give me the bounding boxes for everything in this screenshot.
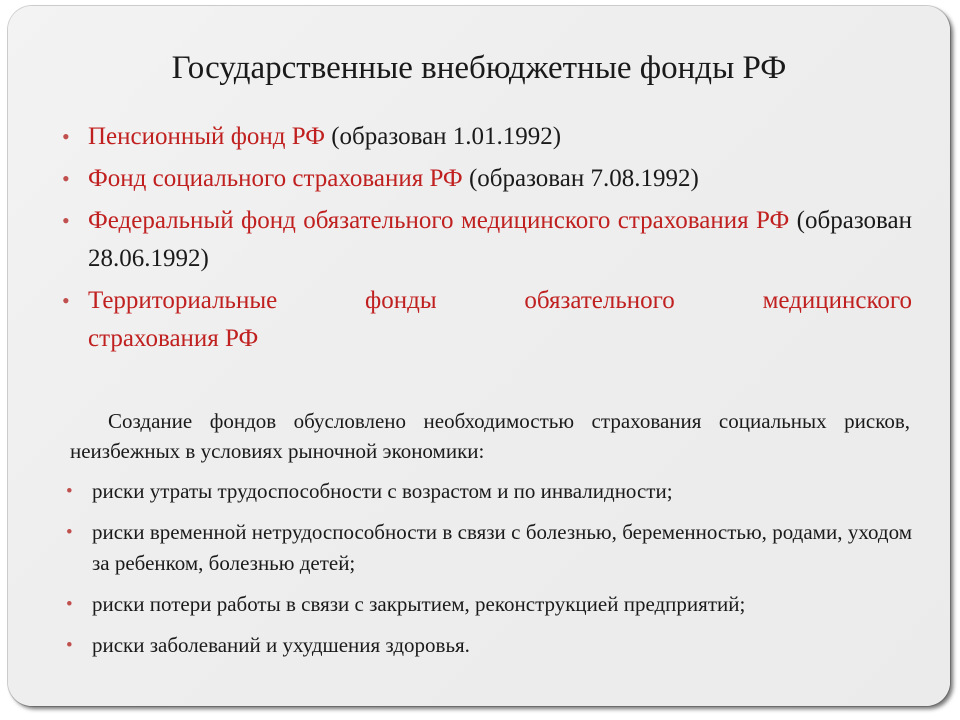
fund-name: Пенсионный фонд РФ	[88, 123, 325, 150]
bullet-icon: •	[62, 166, 70, 191]
fund-item	[60, 202, 912, 278]
risk-text: риски потери работы в связи с закрытием, реконструкцией предприятий;	[92, 592, 746, 616]
risk-text: риски временной нетрудоспособности в связи с болезнью, беременностью, родами, уходом за ребенком, болезнью детей;	[92, 520, 912, 575]
bullet-icon: •	[62, 208, 70, 233]
risk-item	[66, 476, 912, 507]
fund-date: (образован 7.08.1992)	[468, 165, 699, 192]
fund-item	[60, 282, 912, 358]
bullet-icon: •	[66, 522, 73, 543]
fund-name-line1: Территориальные фонды обязательного медицинского	[88, 287, 912, 314]
fund-date: (образован 1.01.1992)	[331, 123, 562, 150]
bullet-icon: •	[62, 288, 70, 313]
intro-paragraph: Создание фондов обусловлено необходимостью страхования социальных рисков, неизбежных в условиях рыночной экономики:	[70, 409, 910, 463]
slide-title: Государственные внебюджетные фонды РФ	[171, 50, 787, 86]
risks-list	[66, 476, 912, 671]
fund-date: (образован 28.06.1992)	[88, 207, 912, 272]
bullet-icon: •	[66, 481, 73, 502]
risk-item	[66, 517, 912, 579]
fund-item	[60, 118, 912, 156]
bullet-icon: •	[66, 594, 73, 615]
fund-name-line2: страхования РФ	[88, 325, 259, 352]
fund-name: Фонд социального страхования РФ	[88, 165, 463, 192]
bullet-icon: •	[62, 124, 70, 149]
fund-name: Федеральный фонд обязательного медицинского страхования РФ	[88, 207, 790, 234]
risk-text: риски утраты трудоспособности с возрастом и по инвалидности;	[92, 479, 673, 503]
slide	[8, 6, 950, 706]
bullet-icon: •	[66, 635, 73, 656]
risk-item	[66, 589, 912, 620]
risk-item	[66, 630, 912, 661]
funds-list	[60, 118, 912, 362]
fund-item	[60, 160, 912, 198]
risk-text: риски заболеваний и ухудшения здоровья.	[92, 633, 470, 657]
